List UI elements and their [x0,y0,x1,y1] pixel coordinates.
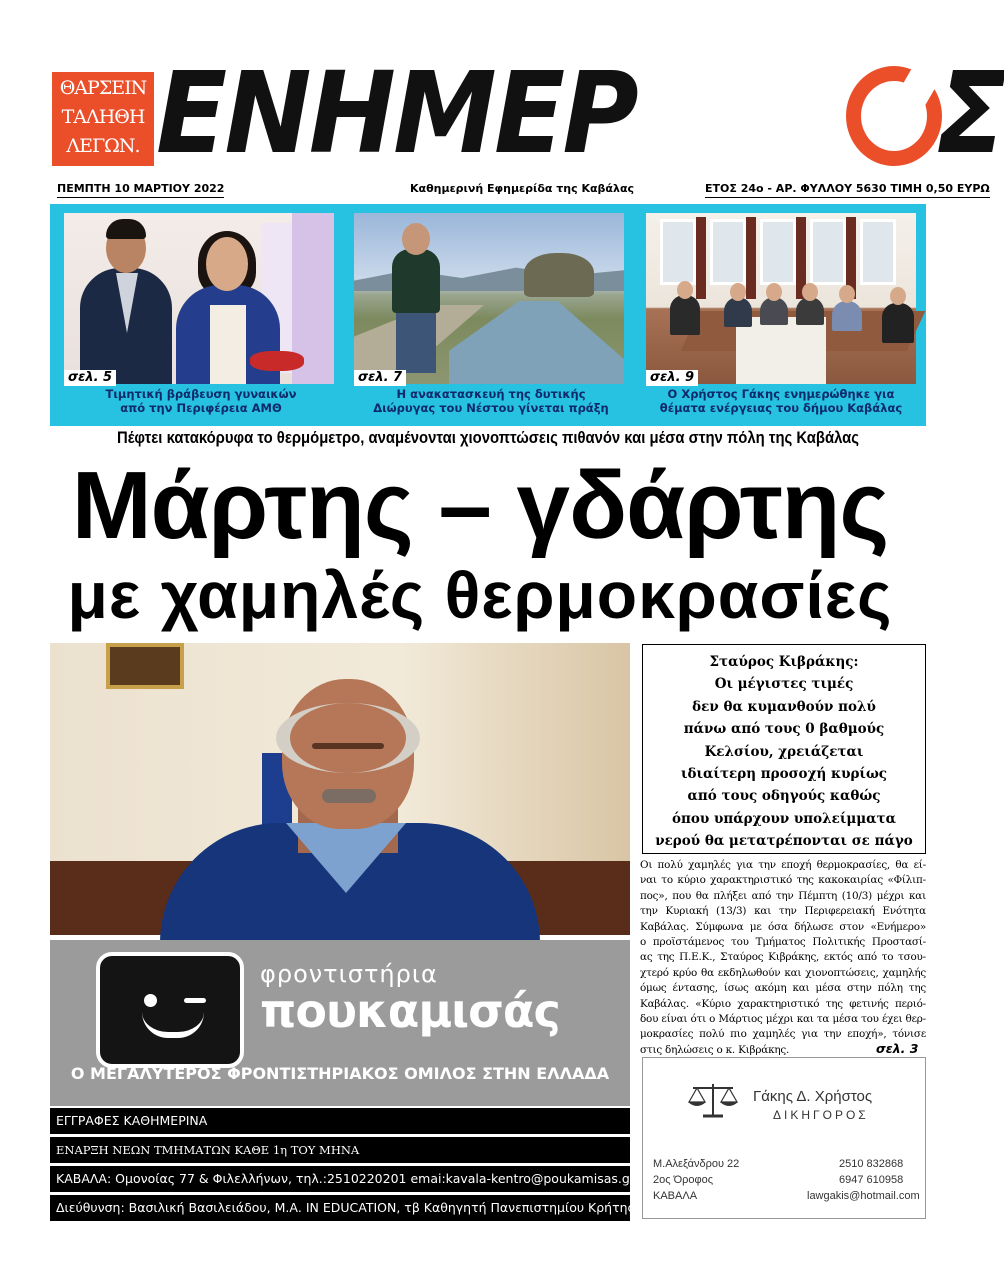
caption-line: Τιμητική βράβευση γυναικών [105,387,297,401]
woman-head [206,237,248,291]
slogan-line: ΘΑΡΣΕΙΝ [59,77,147,99]
winking-face-icon [96,952,244,1068]
teaser-caption[interactable] [346,387,636,415]
article-line: πος», που θα πλήξει από την Πέμπτη (10/3) μέχρι και [640,889,926,902]
quote-line: νερού θα μετατρέπονται σε πάγο [655,833,913,850]
ad-brand-line1: φροντιστήρια [260,960,438,988]
eye [144,994,157,1007]
desk-front [736,317,826,384]
quote-line: πάνω από τους 0 βαθμούς [683,721,885,738]
curtain [696,217,706,299]
man-head [402,223,430,255]
woman-top [210,305,246,384]
teaser-caption[interactable] [636,387,926,415]
card-address: Μ.Αλεξάνδρου 22 [653,1158,740,1170]
article-line: Καβάλας. Σύμφωνα με όσα δήλωσε στον «Ενήμερο» [640,920,926,933]
article-line: χτερό κρύο θα εκδηλωθούν και χιονοπτώσεις, χαμηλής [640,966,926,979]
slogan-box [52,72,154,166]
article-line: Καβάλας. «Κύριο χαρακτηριστικό της φετινής περιό- [640,997,926,1010]
person-head [890,287,906,305]
page-tag: σελ. 5 [64,370,116,386]
man-brow [312,743,384,749]
person-head [839,285,855,303]
person [796,297,824,325]
headline-kicker: Πέφτει κατακόρυφα το θερμόμετρο, αναμένονται χιονοπτώσεις πιθανόν και μέσα στην πόλη της Καβάλας [117,429,859,447]
ad-info-line: ΕΓΓΡΑΦΕΣ ΚΑΘΗΜΕΡΙΝΑ [50,1108,630,1134]
quote-line: από τους οδηγούς καθώς [687,788,881,805]
person [760,297,788,325]
lawyer-name: Γάκης Δ. Χρήστος [753,1088,873,1105]
window [710,219,746,285]
caption-line: Διώρυγας του Νέστου γίνεται πράξη [373,401,609,415]
article-line: ναι το κύριο χαρακτηριστικό της κακοκαιρίας «Φίλιπ- [640,874,926,887]
article-line: ας της Π.Ε.Κ., Σταύρος Κιβράκης, εκτός από το τσου- [640,951,926,964]
teaser-photo-meeting[interactable] [646,213,916,384]
article-line: στις δηλώσεις ο κ. Κιβράκης. [640,1043,790,1056]
person-head [677,281,693,299]
person-head [730,283,746,301]
window [860,219,896,285]
advertisement[interactable] [50,940,630,1106]
issue-date: ΠΕΜΠΤΗ 10 ΜΑΡΤΙΟΥ 2022 [57,182,224,198]
trees [524,253,594,297]
person [670,295,700,335]
man-moustache [322,789,376,803]
slogan-line: ΛΕΓΩΝ. [66,135,140,157]
teaser-photo-canal[interactable] [354,213,624,384]
teaser-caption[interactable] [56,387,346,415]
quote-line: Οι μέγιστες τιμές [714,676,854,693]
lawyer-title: ΔΙΚΗΓΟΡΟΣ [773,1108,869,1122]
main-headline[interactable]: Μάρτης – γδάρτης [71,452,889,559]
card-floor: 2ος Όροφος [653,1174,714,1186]
issue-info: ΕΤΟΣ 24ο - ΑΡ. ΦΥΛΛΟΥ 5630 ΤΙΜΗ 0,50 ΕΥΡΩ [705,182,990,198]
card-city: ΚΑΒΑΛΑ [653,1190,698,1202]
quote-box [642,644,926,854]
caption-line: Η ανακατασκευή της δυτικής [396,387,586,401]
window [760,219,796,285]
teaser-photo-award[interactable] [64,213,334,384]
person [832,301,862,331]
wink [184,998,206,1003]
slogan-line: ΤΑΛΗΘΗ [61,106,145,128]
quote-line: δεν θα κυμανθούν πολύ [692,698,876,715]
article-line: δου είναι ότι ο Μάρτιος μέχρι και τα μέσα του έχει θερ- [640,1013,926,1026]
quote-line: όπου υπάρχουν υπολείμματα [672,810,896,827]
caption-line: από την Περιφέρεια ΑΜΘ [120,401,282,415]
curtain [746,217,756,299]
scales-of-justice-icon [687,1080,739,1120]
quote-line: Κελσίου, χρειάζεται [704,743,864,760]
window [810,219,846,285]
article-line: όμως έντασης, ίσως ακόμη και μέσα στην πόλη της [640,982,926,995]
ad-brand-name: πουκαμισάς [260,984,560,1038]
ad-info-line: ΕΝΑΡΞΗ ΝΕΩΝ ΤΜΗΜΑΤΩΝ ΚΑΘΕ 1η ΤΟΥ ΜΗΝΑ [50,1137,630,1163]
main-headline-second-line[interactable]: με χαμηλές θερμοκρασίες [67,558,893,632]
card-email[interactable]: lawgakis@hotmail.com [807,1190,920,1202]
flowers [250,351,304,371]
caption-line: θέματα ενέργειας του δήμου Καβάλας [659,401,903,415]
article-line: Οι πολύ χαμηλές για την εποχή θερμοκρασίες, θα εί- [640,859,926,871]
person-head [802,283,818,301]
man-hair [276,703,420,773]
man-legs [396,313,436,373]
man-figure [392,249,440,313]
person-head [766,283,782,301]
main-story-photo[interactable] [50,643,630,935]
ad-info-line: ΚΑΒΑΛΑ: Ομονοίας 77 & Φιλελλήνων, τηλ.:2510220201 emai:kavala-kentro@poukamisas.gr [50,1166,630,1192]
quote-line: ιδιαίτερη προσοχή κυρίως [680,766,888,783]
ad-slogan: Ο ΜΕΓΑΛΥΤΕΡΟΣ ΦΡΟΝΤΙΣΤΗΡΙΑΚΟΣ ΟΜΙΛΟΣ ΣΤΗΝ ΕΛΛΑΔΑ [70,1064,610,1083]
page-tag: σελ. 9 [646,370,698,386]
article-line: την Κυριακή (13/3) και την Περιφερειακή Ενότητα [640,905,926,918]
caption-line: Ο Χρήστος Γάκης ενημερώθηκε για [667,387,895,401]
person [882,303,914,343]
page-tag: σελ. 7 [354,370,406,386]
article-line: ο προϊστάμενος του Τμήματος Πολιτικής Προστασί- [640,936,926,949]
window [660,219,696,285]
man-hair [106,219,146,239]
smile [142,1012,204,1038]
wall-icon-painting [106,643,184,689]
quote-line: Σταύρος Κιβράκης: [709,654,859,670]
article-body [640,858,926,1058]
tagline: Καθημερινή Εφημερίδα της Καβάλας [410,182,635,195]
logo-text: ΕΝΗΜΕΡ [156,49,636,179]
card-phone[interactable]: 2510 832868 [839,1158,904,1170]
newspaper-logo [156,49,1004,179]
person [724,297,752,327]
article-line: μοκρασίες πολύ πιο χαμηλές για την εποχή», τόνισε [640,1028,926,1041]
card-mobile[interactable]: 6947 610958 [839,1174,904,1186]
ad-info-line: Διεύθυνση: Βασιλική Βασιλειάδου, Μ.Α. IN EDUCATION, τβ Καθηγητή Πανεπιστημίου Κρήτης [50,1195,630,1221]
business-card[interactable] [642,1057,926,1219]
continued-page-ref[interactable]: σελ. 3 [876,1041,919,1056]
logo-last-letter: Σ [936,49,1004,179]
